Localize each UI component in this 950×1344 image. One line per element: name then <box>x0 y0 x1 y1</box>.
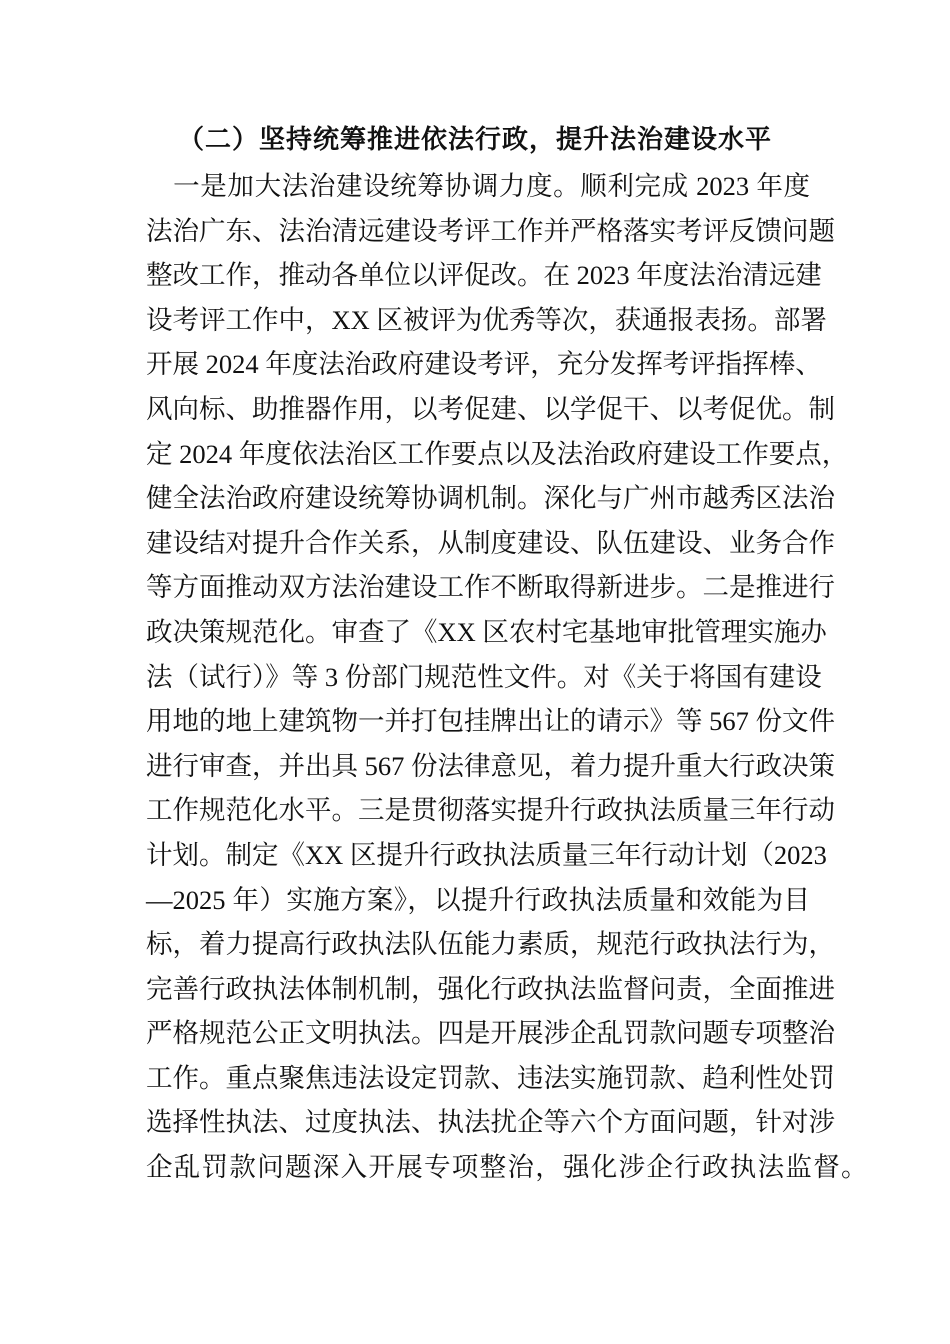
paragraph-line: 标，着力提高行政执法队伍能力素质，规范行政执法行为， <box>146 929 835 960</box>
paragraph-line: 整改工作，推动各单位以评促改。在 2023 年度法治清远建 <box>146 260 822 291</box>
body-paragraph <box>146 168 869 1194</box>
paragraph-line: 开展 2024 年度法治政府建设考评，充分发挥考评指挥棒、 <box>146 349 822 380</box>
paragraph-line: 法（试行）》等 3 份部门规范性文件。对《关于将国有建设 <box>146 661 822 692</box>
paragraph-line: 风向标、助推器作用，以考促建、以学促干、以考促优。制 <box>146 393 835 424</box>
paragraph-line: 工作规范化水平。三是贯彻落实提升行政执法质量三年行动 <box>146 795 835 826</box>
paragraph-line: 政决策规范化。审查了《XX 区农村宅基地审批管理实施办 <box>146 616 827 647</box>
paragraph-line: 企乱罚款问题深入开展专项整治，强化涉企行政执法监督。 <box>146 1152 869 1183</box>
paragraph-line: 定 2024 年度依法治区工作要点以及法治政府建设工作要点， <box>146 438 849 469</box>
section-heading: （二）坚持统筹推进依法行政，提升法治建设水平 <box>177 125 772 154</box>
paragraph-line: 严格规范公正文明执法。四是开展涉企乱罚款问题专项整治 <box>146 1018 835 1049</box>
paragraph-line: 等方面推动双方法治建设工作不断取得新进步。二是推进行 <box>146 572 835 603</box>
paragraph-line: 用地的地上建筑物一并打包挂牌出让的请示》等 567 份文件 <box>146 706 835 737</box>
paragraph-line: 计划。制定《XX 区提升行政执法质量三年行动计划（2023 <box>146 839 827 870</box>
paragraph-line: 健全法治政府建设统筹协调机制。深化与广州市越秀区法治 <box>146 483 835 514</box>
paragraph-line: 法治广东、法治清远建设考评工作并严格落实考评反馈问题 <box>146 215 835 246</box>
paragraph-line: 选择性执法、过度执法、执法扰企等六个方面问题，针对涉 <box>146 1107 835 1138</box>
paragraph-line: 一是加大法治建设统筹协调力度。顺利完成 2023 年度 <box>146 171 810 201</box>
paragraph-line: 工作。重点聚焦违法设定罚款、违法实施罚款、趋利性处罚 <box>146 1062 835 1093</box>
paragraph-line: 设考评工作中，XX 区被评为优秀等次，获通报表扬。部署 <box>146 304 827 335</box>
paragraph-line: 进行审查，并出具 567 份法律意见，着力提升重大行政决策 <box>146 750 835 781</box>
paragraph-line: —2025 年）实施方案》，以提升行政执法质量和效能为目 <box>146 884 810 915</box>
paragraph-line: 完善行政执法体制机制，强化行政执法监督问责，全面推进 <box>146 973 835 1004</box>
paragraph-line: 建设结对提升合作关系，从制度建设、队伍建设、业务合作 <box>146 527 835 558</box>
